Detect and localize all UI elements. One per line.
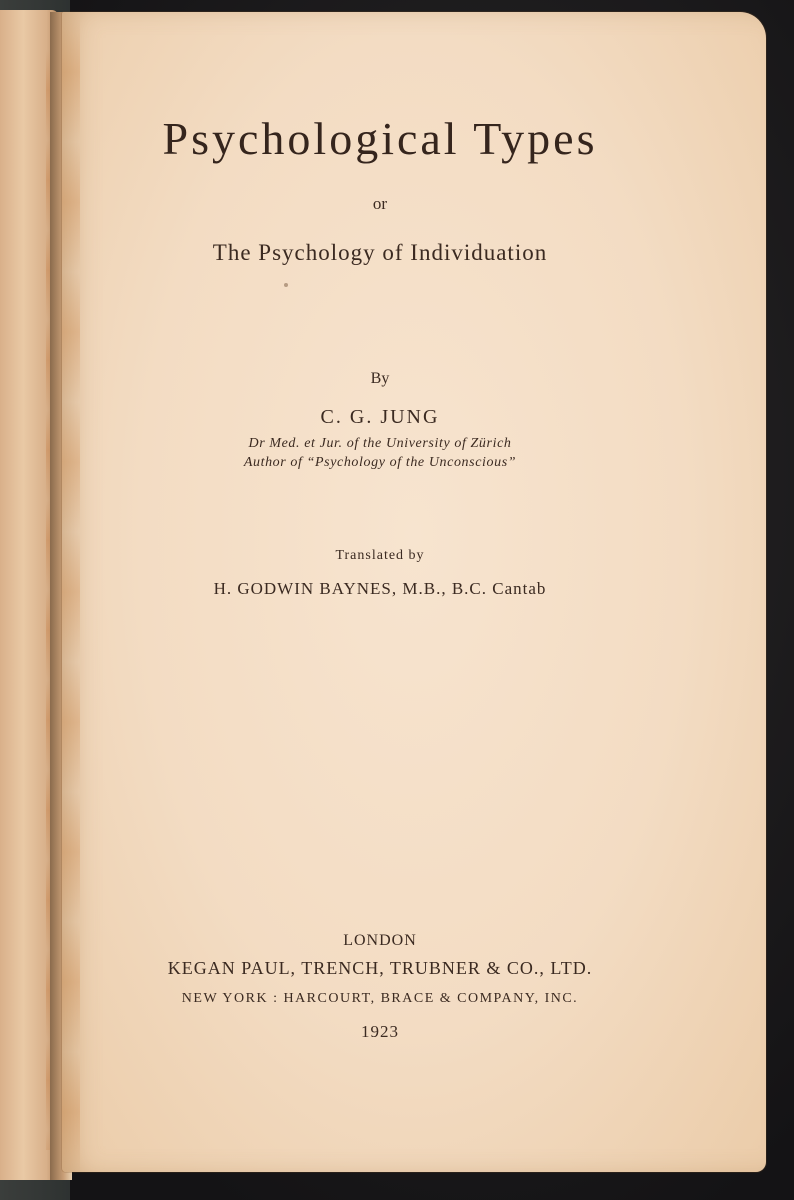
author-previous-work: Author of “Psychology of the Unconscious” [243, 455, 517, 470]
by-line: By [370, 370, 390, 387]
title-conjunction: or [372, 194, 388, 213]
paper-speck [284, 283, 288, 287]
author-credential: Dr Med. et Jur. of the University of Zürich [248, 436, 512, 451]
publisher-name: KEGAN PAUL, TRENCH, TRUBNER & CO., LTD. [167, 958, 593, 978]
translator-name: H. GODWIN BAYNES, M.B., B.C. Cantab [213, 579, 547, 598]
author-name: C. G. JUNG [320, 406, 440, 428]
publication-year: 1923 [361, 1022, 399, 1041]
publication-city: LONDON [343, 932, 417, 949]
book-title: Psychological Types [162, 113, 598, 164]
book-subtitle: The Psychology of Individuation [212, 240, 548, 265]
translated-by-label: Translated by [335, 548, 425, 563]
us-publisher-name: NEW YORK : HARCOURT, BRACE & COMPANY, INC. [181, 991, 579, 1006]
